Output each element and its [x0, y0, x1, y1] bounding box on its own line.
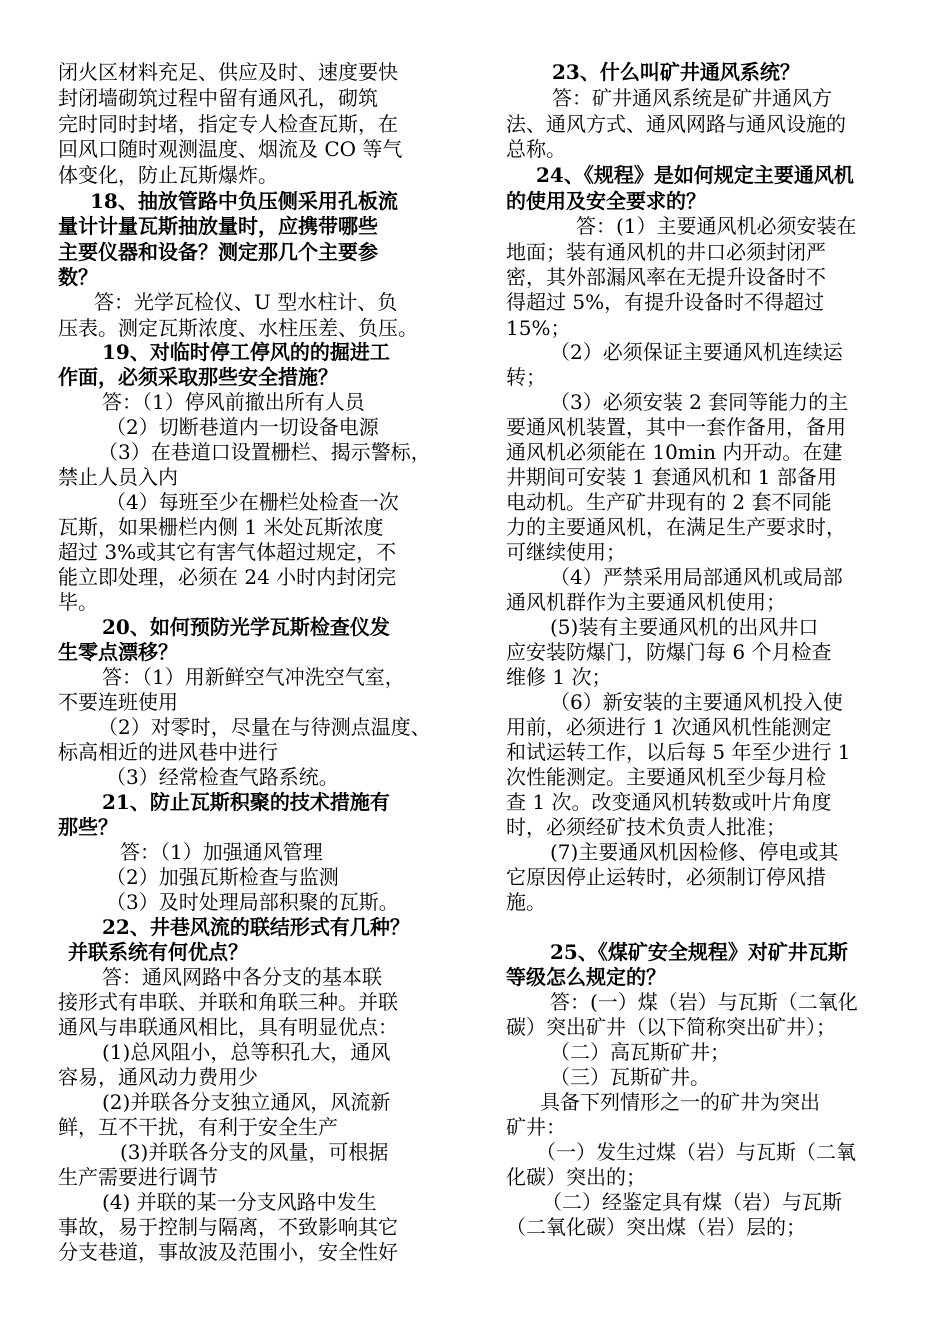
question-heading-line: 19、对临时停工停风的的掘进工: [102, 340, 390, 364]
text-line: (3)并联各分支的风量，可根据: [120, 1140, 389, 1164]
text-line: 总称。: [506, 137, 566, 161]
text-line: 生产需要进行调节: [58, 1165, 218, 1189]
question-heading-line: 23、什么叫矿井通风系统？: [552, 60, 800, 84]
text-line: 转；: [506, 365, 546, 389]
question-heading-line: 等级怎么规定的？: [506, 965, 666, 989]
text-line: 时，必须经矿技术负责人批准；: [506, 815, 786, 839]
text-line: （一）发生过煤（岩）与瓦斯（二氧: [536, 1140, 856, 1164]
question-heading-line: 那些？: [58, 815, 118, 839]
text-line: 井期间可安装 1 套通风机和 1 部备用: [506, 465, 837, 489]
text-line: （3）经常检查气路系统。: [106, 765, 339, 789]
text-line: 答：（1）用新鲜空气冲洗空气室，: [102, 665, 405, 689]
question-heading-line: 22、井巷风流的联结形式有几种？: [102, 915, 410, 939]
text-line: 分支巷道，事故波及范围小，安全性好: [58, 1240, 398, 1264]
text-line: 碳）突出矿井（以下简称突出矿井）；: [506, 1015, 836, 1039]
text-line: 15%；: [506, 316, 571, 340]
text-line: （二氧化碳）突出煤（岩）层的；: [506, 1215, 806, 1239]
question-heading-line: 的使用及安全要求的？: [506, 189, 706, 213]
text-line: 封闭墙砌筑过程中留有通风孔，砌筑: [58, 86, 378, 110]
text-line: 事故，易于控制与隔离，不致影响其它: [58, 1215, 398, 1239]
text-line: （6）新安装的主要通风机投入使: [550, 690, 843, 714]
text-line: (7)主要通风机因检修、停电或其: [550, 840, 839, 864]
text-line: (4) 并联的某一分支风路中发生: [102, 1190, 377, 1214]
question-heading-line: 主要仪器和设备？测定那几个主要参: [58, 240, 378, 264]
text-line: （二）高瓦斯矿井；: [550, 1040, 730, 1064]
text-line: 能立即处理，必须在 24 小时内封闭完: [58, 565, 397, 589]
question-heading-line: 生零点漂移？: [58, 640, 178, 664]
text-line: （3）及时处理局部积聚的瓦斯。: [106, 890, 399, 914]
question-heading-line: 并联系统有何优点？: [68, 940, 248, 964]
question-heading-line: 25、《煤矿安全规程》对矿井瓦斯: [550, 940, 848, 964]
text-line: （2）必须保证主要通风机连续运: [550, 340, 843, 364]
question-heading-line: 量计计量瓦斯抽放量时，应携带哪些: [58, 214, 378, 238]
text-line: 维修 1 次；: [506, 665, 612, 689]
text-line: 它原因停止运转时，必须制订停风措: [506, 865, 826, 889]
text-line: 标高相近的进风巷中进行: [58, 740, 278, 764]
text-line: （2）加强瓦斯检查与监测: [106, 865, 339, 889]
question-heading-line: 18、抽放管路中负压侧采用孔板流: [90, 189, 398, 213]
text-line: 通风机群作为主要通风机使用；: [506, 590, 786, 614]
text-line: 禁止人员入内: [58, 465, 178, 489]
text-line: （2）对零时，尽量在与待测点温度、: [98, 715, 431, 739]
text-line: 答：(一）煤（岩）与瓦斯（二氧化: [550, 990, 858, 1014]
text-line: （3）必须安装 2 套同等能力的主: [550, 390, 849, 414]
text-line: 次性能测定。主要通风机至少每月检: [506, 765, 826, 789]
text-line: 答：（1）停风前撤出所有人员: [102, 390, 365, 414]
text-line: 超过 3%或其它有害气体超过规定，不: [58, 540, 397, 564]
text-line: 电动机。生产矿井现有的 2 套不同能: [506, 490, 832, 514]
text-line: 力的主要通风机，在满足生产要求时，: [506, 515, 846, 539]
text-line: （2）切断巷道内一切设备电源: [106, 415, 379, 439]
text-line: 通风与串联通风相比，具有明显优点：: [58, 1015, 398, 1039]
text-line: 应安装防爆门，防爆门每 6 个月检查: [506, 640, 832, 664]
text-line: 毕。: [58, 590, 98, 614]
text-line: 用前，必须进行 1 次通风机性能测定: [506, 715, 832, 739]
text-line: （3）在巷道口设置栅栏、揭示警标，: [98, 440, 431, 464]
text-line: 密，其外部漏风率在无提升设备时不: [506, 265, 826, 289]
question-heading-line: 作面，必须采取那些安全措施？: [58, 365, 338, 389]
text-line: 和试运转工作，以后每 5 年至少进行 1: [506, 740, 851, 764]
text-line: 具备下列情形之一的矿井为突出: [540, 1090, 820, 1114]
text-line: 矿井：: [506, 1115, 566, 1139]
text-line: 答：通风网路中各分支的基本联: [102, 965, 382, 989]
text-line: 压表。测定瓦斯浓度、水柱压差、负压。: [58, 316, 418, 340]
text-line: 可继续使用；: [506, 540, 626, 564]
text-line: 答：(1）主要通风机必须安装在: [576, 214, 857, 238]
text-line: （三）瓦斯矿井。: [550, 1065, 710, 1089]
text-line: 接形式有串联、并联和角联三种。并联: [58, 990, 398, 1014]
question-heading-line: 数？: [58, 265, 98, 289]
text-line: 答：矿井通风系统是矿井通风方: [552, 86, 832, 110]
text-line: 要通风机装置，其中一套作备用，备用: [506, 415, 846, 439]
text-line: 鲜，互不干扰，有利于安全生产: [58, 1115, 338, 1139]
text-line: （4）每班至少在栅栏处检查一次: [106, 490, 399, 514]
text-line: 地面；装有通风机的井口必须封闭严: [506, 240, 826, 264]
text-line: 容易，通风动力费用少: [58, 1065, 258, 1089]
text-line: 得超过 5%，有提升设备时不得超过: [506, 290, 825, 314]
text-line: 闭火区材料充足、供应及时、速度要快: [58, 60, 398, 84]
text-line: 答：光学瓦检仪、U 型水柱计、负: [94, 290, 398, 314]
text-line: 化碳）突出的；: [506, 1165, 646, 1189]
text-line: (2)并联各分支独立通风，风流新: [102, 1090, 391, 1114]
question-heading-line: 21、防止瓦斯积聚的技术措施有: [102, 790, 390, 814]
text-line: 完时同时封堵，指定专人检查瓦斯，在: [58, 112, 398, 136]
text-line: （4）严禁采用局部通风机或局部: [550, 565, 843, 589]
text-line: (5)装有主要通风机的出风井口: [550, 615, 819, 639]
text-line: 体变化，防止瓦斯爆炸。: [58, 163, 278, 187]
question-heading-line: 20、如何预防光学瓦斯检查仪发: [102, 615, 390, 639]
text-line: 通风机必须能在 10min 内开动。在建: [506, 440, 843, 464]
text-line: 瓦斯，如果栅栏内侧 1 米处瓦斯浓度: [58, 515, 384, 539]
text-line: 回风口随时观测温度、烟流及 CO 等气: [58, 137, 403, 161]
text-line: 答：（1）加强通风管理: [120, 840, 323, 864]
question-heading-line: 24、《规程》是如何规定主要通风机: [536, 163, 854, 187]
text-line: （二）经鉴定具有煤（岩）与瓦斯: [542, 1190, 842, 1214]
text-line: 查 1 次。改变通风机转数或叶片角度: [506, 790, 832, 814]
text-line: 不要连班使用: [58, 690, 178, 714]
text-line: (1)总风阻小，总等积孔大，通风: [102, 1040, 391, 1064]
text-line: 法、通风方式、通风网路与通风设施的: [506, 112, 846, 136]
text-line: 施。: [506, 890, 546, 914]
